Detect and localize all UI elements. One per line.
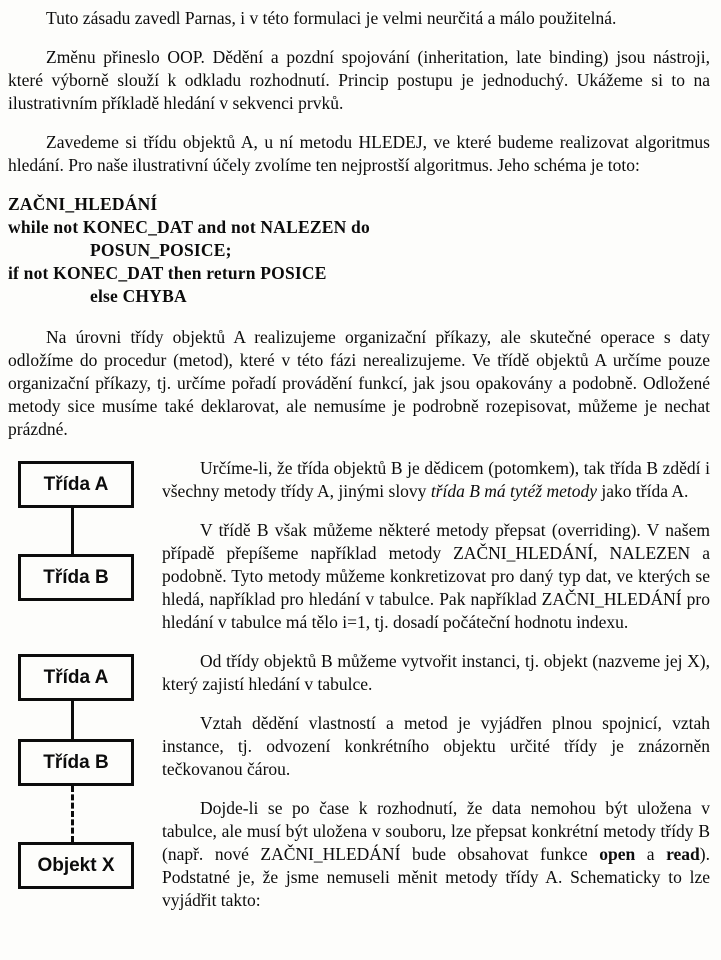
class-a-label-2: Třída A (43, 667, 109, 688)
paragraph-class-a (8, 131, 710, 177)
class-a-box-2 (18, 654, 134, 701)
inheritance-diagram (8, 461, 150, 601)
paragraph-dedicem-emphasis: třída B má tytéž metody (430, 481, 598, 501)
inheritance-solid-line (71, 508, 74, 554)
instance-diagram (8, 654, 150, 889)
code-line-else: else CHYBA (90, 286, 187, 306)
paragraph-spojnice-text: Vztah dědění vlastností a metod je vyjádřen plnou spojnicí, vztah instance, tj. odvození konkrétního objektu určité třídy je znázorněn tečkovanou čárou. (162, 713, 710, 779)
class-b-box (18, 554, 134, 601)
paragraph-overriding-text: V třídě B však můžeme některé metody přepsat (overriding). V našem případě přepíšeme například metody ZAČNI_HLEDÁNÍ, NALEZEN a podobně. Tyto metody můžeme konkretizovat pro daný typ dat, ve kterých se hledá, například pro hledání v tabulce. Pak například ZAČNI_HLEDÁNÍ pro hledání v tabulce má tělo i=1, tj. dosadí počáteční hodnotu indexu. (162, 520, 710, 632)
paragraph-organizacni-prikazy (8, 326, 710, 441)
paragraph-organizacni-prikazy-text: Na úrovni třídy objektů A realizujeme organizační příkazy, ale skutečné operace s daty odložíme do procedur (metod), které v této fázi nerealizujeme. Ve třídě objektů A určíme pouze organizační příkazy, tj. určíme pořadí provádění funkcí, jak jsou opakovány a podobně. Odložené metody sice musíme také deklarovat, ale nemusíme je podrobně rozepisovat, můžeme je nechat prázdné. (8, 327, 710, 439)
paragraph-oop-intro (8, 46, 710, 115)
class-b-label: Třída B (43, 567, 109, 588)
paragraph-instance-text: Od třídy objektů B můžeme vytvořit instanci, tj. objekt (nazveme jej X), který zajistí hledání v tabulce. (162, 651, 710, 694)
paragraph-parnas (8, 7, 710, 30)
paragraph-class-a-text: Zavedeme si třídu objektů A, u ní metodu HLEDEJ, ve které budeme realizovat algoritmus hledání. Pro naše ilustrativní účely zvolíme ten nejprostší algoritmus. Jeho schéma je toto: (8, 132, 710, 175)
paragraph-oop-intro-text: Změnu přineslo OOP. Dědění a pozdní spojování (inheritation, late binding) jsou nástroji, které výborně slouží k odkladu rozhodnutí. Princip postupu je jednoduchý. Ukážeme si to na ilustrativním příkladě hledání v sekvenci prvků. (8, 47, 710, 113)
object-x-label: Objekt X (37, 855, 115, 876)
paragraph-soubor-text-a: Dojde-li se po čase k rozhodnutí, že data nemohou být uložena v tabulce, ale musí být uložena v souboru, lze přepsat konkrétní metody třídy B (např. nové ZAČNI_HLEDÁNÍ bude obsahovat funkce (162, 798, 710, 864)
inheritance-section (8, 457, 710, 650)
class-a-label: Třída A (43, 474, 109, 495)
instance-dashed-line (71, 786, 74, 842)
object-x-box (18, 842, 134, 889)
paragraph-soubor-text-c: ). Podstatné je, že jsme nemuseli měnit metody třídy A. Schematicky to lze vyjádřit takto: (162, 844, 710, 910)
paragraph-dedicem-text-b: jako třída A. (597, 481, 689, 501)
code-line-posun-posice: POSUN_POSICE; (90, 240, 232, 260)
instance-solid-line (71, 701, 74, 739)
paragraph-dedicem-text-a: Určíme-li, že třída objektů B je dědicem (potomkem), tak třída B zdědí i všechny metody třídy A, jinými slovy (162, 458, 710, 501)
paragraph-soubor-bold-read: read (666, 844, 700, 864)
paragraph-parnas-text: Tuto zásadu zavedl Parnas, i v této formulaci je velmi neurčitá a málo použitelná. (46, 8, 617, 28)
code-line-if: if not KONEC_DAT then return POSICE (8, 263, 327, 283)
pseudocode-block (8, 193, 710, 308)
class-b-box-2 (18, 739, 134, 786)
instance-section (8, 650, 710, 928)
code-line-while: while not KONEC_DAT and not NALEZEN do (8, 217, 370, 237)
class-a-box (18, 461, 134, 508)
paragraph-soubor-bold-open: open (599, 844, 636, 864)
code-line-zacni-hledani: ZAČNI_HLEDÁNÍ (8, 194, 158, 214)
paragraph-soubor-text-b: a (635, 844, 667, 864)
class-b-label-2: Třída B (43, 752, 109, 773)
